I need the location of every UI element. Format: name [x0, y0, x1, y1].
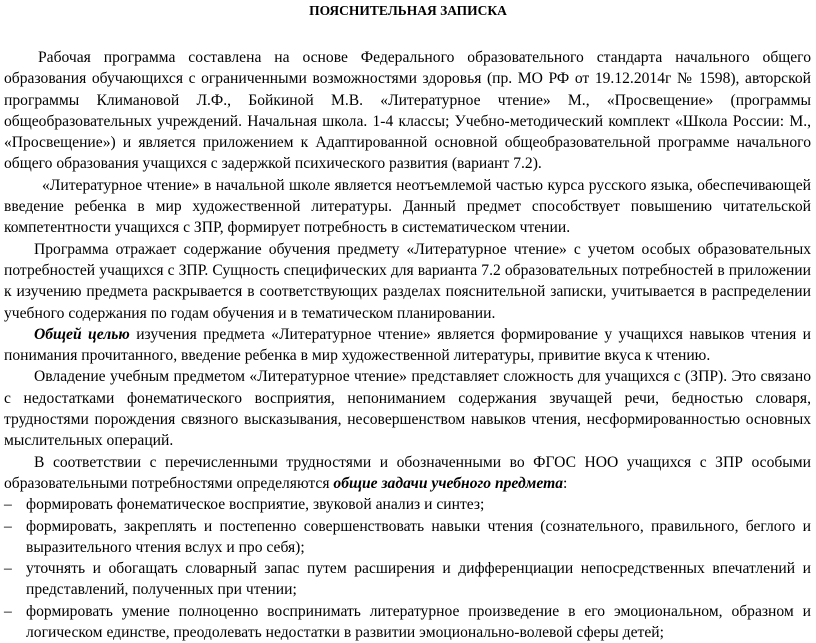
list-item-text: формировать умение полноценно воспринимать литературное произведение в его эмоциональном, образном и логическом единстве, преодолевать недостатки в развитии эмоционально-волевой сферы детей;	[26, 602, 811, 642]
paragraph-goal	[4, 324, 811, 367]
list-item	[4, 601, 811, 643]
tasks-intro-emphasis: общие задачи учебного предмета	[333, 474, 564, 492]
paragraph-subject-role: «Литературное чтение» в начальной школе является неотъемлемой частью курса русского языка, обеспечивающей введение ребенка в мир художественной литературы. Данный предмет способствует повышению читательской компетентности учащихся с ЗПР, формирует потребность в систематическом чтении.	[4, 176, 811, 237]
list-item	[4, 494, 811, 515]
goal-text: изучения предмета «Литературное чтение» является формирование у учащихся навыков чтения и понимания прочитанного, введение ребенка в мир художественной литературы, привитие вкуса к чтению.	[4, 325, 812, 365]
list-item	[4, 558, 811, 601]
list-item-text: формировать фонематическое восприятие, звуковой анализ и синтез;	[26, 496, 485, 514]
paragraph-mastery: Овладение учебным предметом «Литературное чтение» представляет сложность для учащихся с (ЗПР). Это связано с недостатками фонематического восприятия, непониманием содержания звучащей речи, бедностью словаря, трудностями порождения связного высказывания, несовершенством навыков чтения, несформированностью основных мыслительных операций.	[4, 368, 811, 450]
tasks-intro-tail: :	[563, 474, 568, 492]
paragraph-program-content: Программа отражает содержание обучения предмету «Литературное чтение» с учетом особых образовательных потребностей учащихся с ЗПР. Сущность специфических для варианта 7.2 образовательных потребностей в приложении к изучению предмета раскрывается в соответствующих разделах пояснительной записки, учитывается в распределении учебного содержания по годам обучения и в тематическом планировании.	[4, 240, 811, 322]
paragraph-tasks-intro	[4, 452, 811, 495]
tasks-list	[4, 494, 811, 643]
dash-marker: –	[4, 496, 12, 514]
dash-marker: –	[4, 602, 12, 620]
dash-marker: –	[4, 560, 12, 578]
goal-label: Общей целью	[34, 325, 130, 343]
document-title: ПОЯСНИТЕЛЬНАЯ ЗАПИСКА	[309, 3, 507, 18]
list-item-text: уточнять и обогащать словарный запас путем расширения и дифференциации непосредственных впечатлений и представлений, полученных при чтении;	[26, 560, 811, 599]
paragraph-basis: Рабочая программа составлена на основе Федерального образовательного стандарта начального общего образования обучающихся с ограниченными возможностями здоровья (пр. МО РФ от 19.12.2014г № 1598), авторской программы Климановой Л.Ф., Бойкиной М.В. «Литературное чтение» М., «Просвещение» (программы общеобразовательных учреждений. Начальная школа. 1-4 классы; Учебно-методический комплект «Школа России: М., «Просвещение») и является приложением к Адаптированной основной общеобразовательной программе начального общего образования учащихся с задержкой психического развития (вариант 7.2).	[4, 49, 811, 173]
dash-marker: –	[4, 517, 12, 535]
document-body	[4, 47, 811, 643]
tasks-intro-text: В соответствии с перечисленными трудностями и обозначенными во ФГОС НОО учащихся с ЗПР особыми образовательными потребностями определяются	[4, 453, 811, 492]
list-item-text: формировать, закреплять и постепенно совершенствовать навыки чтения (сознательного, правильного, беглого и выразительного чтения вслух и про себя);	[26, 517, 811, 556]
list-item	[4, 516, 811, 559]
